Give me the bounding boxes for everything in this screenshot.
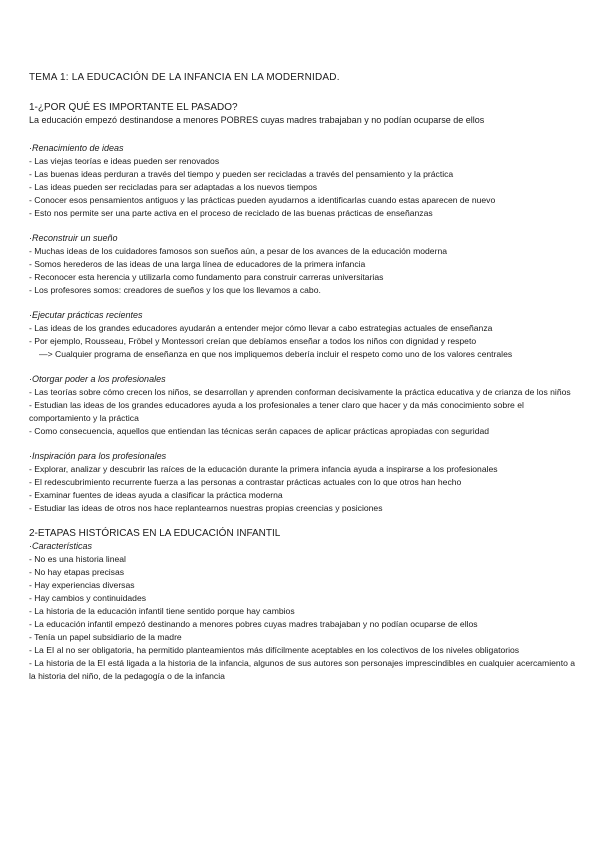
section-1-heading: 1-¿POR QUÉ ES IMPORTANTE EL PASADO? — [29, 102, 238, 113]
list-item: - Hay experiencias diversas — [29, 580, 135, 590]
block-renacimiento — [29, 142, 577, 220]
list-item: - Reconocer esta herencia y utilizarla como fundamento para construir carreras universitarias — [29, 272, 384, 282]
document-title: TEMA 1: LA EDUCACIÓN DE LA INFANCIA EN LA MODERNIDAD. — [29, 72, 340, 83]
block-heading: ·Ejecutar prácticas recientes — [29, 310, 143, 320]
list-item: - Estudian las ideas de los grandes educadores ayuda a los profesionales a tener claro que hacer y da más conocimiento sobre el comportamiento y la práctica — [29, 400, 524, 423]
block-heading: ·Inspiración para los profesionales — [29, 451, 167, 461]
block-heading: ·Renacimiento de ideas — [29, 143, 124, 153]
list-item: - Las buenas ideas perduran a través del tiempo y pueden ser recicladas a través del pensamiento y la práctica — [29, 169, 454, 179]
list-item: - Estudiar las ideas de otros nos hace replantearnos nuestras propias creencias y posiciones — [29, 503, 383, 513]
list-item: - La EI al no ser obligatoria, ha permitido planteamientos más difícilmente aceptables en los colectivos de los niveles obligatorios — [29, 645, 520, 655]
list-item: - Las teorías sobre cómo crecen los niños, se desarrollan y aprenden conforman decisivamente la práctica educativa y de crianza de los niños — [29, 387, 571, 397]
list-item: - No hay etapas precisas — [29, 567, 125, 577]
list-item: - La historia de la EI está ligada a la historia de la infancia, algunos de sus autores son personajes imprescindibles en cualquier acercamiento a la historia del niño, de la pedagogía o de la infancia — [29, 658, 576, 681]
list-item: - Tenía un papel subsidiario de la madre — [29, 632, 182, 642]
section-2-heading: 2-ETAPAS HISTÓRICAS EN LA EDUCACIÓN INFANTIL — [29, 528, 281, 539]
list-item: - Conocer esos pensamientos antiguos y las prácticas pueden ayudarnos a identificarlas cuando estas aparecen de nuevo — [29, 195, 496, 205]
block-heading: ·Otorgar poder a los profesionales — [29, 374, 166, 384]
list-item: - Somos herederos de las ideas de una larga línea de educadores de la primera infancia — [29, 259, 366, 269]
block-reconstruir — [29, 232, 577, 297]
list-item: - Las ideas de los grandes educadores ayudarán a entender mejor cómo llevar a cabo estrategias actuales de enseñanza — [29, 323, 493, 333]
list-item: - La educación infantil empezó destinando a menores pobres cuyas madres trabajaban y no podían ocuparse de ellos — [29, 619, 478, 629]
block-otorgar — [29, 373, 577, 438]
list-item: - Los profesores somos: creadores de sueños y los que los llevamos a cabo. — [29, 285, 321, 295]
block-ejecutar — [29, 309, 577, 361]
list-item: - Las ideas pueden ser recicladas para ser adaptadas a los nuevos tiempos — [29, 182, 318, 192]
list-item: - Examinar fuentes de ideas ayuda a clasificar la práctica moderna — [29, 490, 283, 500]
list-item: —> Cualquier programa de enseñanza en que nos impliquemos debería incluir el respeto como uno de los valores centrales — [39, 349, 513, 359]
section-2-subheading: ·Características — [29, 541, 93, 551]
list-item: - Esto nos permite ser una parte activa en el proceso de reciclado de las buenas prácticas de enseñanzas — [29, 208, 433, 218]
list-item: - Hay cambios y continuidades — [29, 593, 147, 603]
list-item: - Las viejas teorías e ideas pueden ser renovados — [29, 156, 220, 166]
list-item: - La historia de la educación infantil tiene sentido porque hay cambios — [29, 606, 295, 616]
list-item: - Como consecuencia, aquellos que entiendan las técnicas serán capaces de aplicar prácticas apropiadas con seguridad — [29, 426, 490, 436]
list-item: - El redescubrimiento recurrente fuerza a las personas a contrastar prácticas actuales con lo que otros han hecho — [29, 477, 462, 487]
block-heading: ·Reconstruir un sueño — [29, 233, 118, 243]
block-inspiracion — [29, 450, 577, 515]
list-item: - No es una historia lineal — [29, 554, 126, 564]
list-item: - Explorar, analizar y descubrir las raíces de la educación durante la primera infancia ayuda a inspirarse a los profesionales — [29, 464, 498, 474]
list-item: - Por ejemplo, Rousseau, Fröbel y Montessori creían que debíamos enseñar a todos los niños con dignidad y respeto — [29, 336, 477, 346]
list-item: - Muchas ideas de los cuidadores famosos son sueños aún, a pesar de los avances de la educación moderna — [29, 246, 448, 256]
document-page — [29, 71, 577, 683]
section-1-intro: La educación empezó destinandose a menores POBRES cuyas madres trabajaban y no podían ocuparse de ellos — [29, 115, 485, 125]
